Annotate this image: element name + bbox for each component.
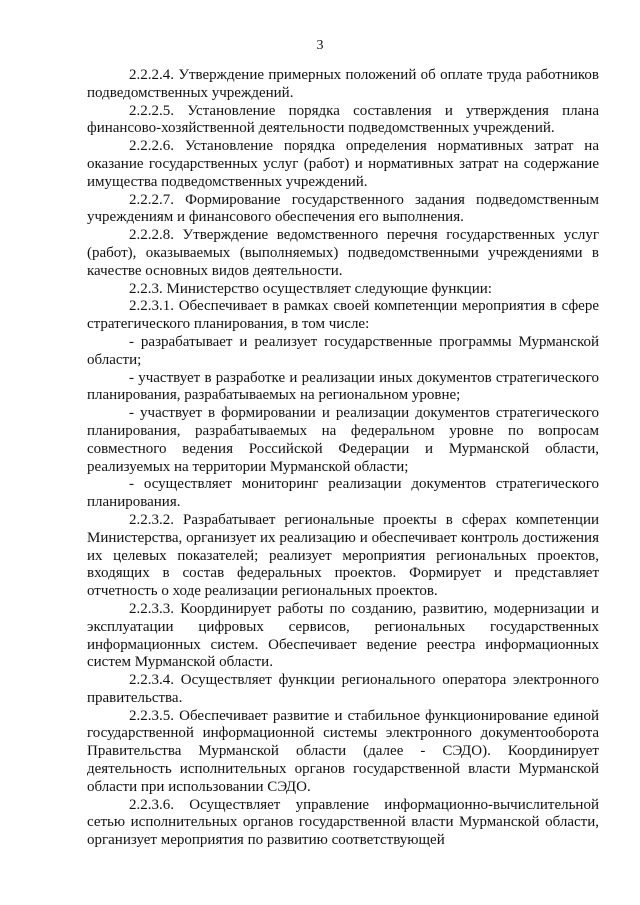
- paragraph-2-2-2-4: 2.2.2.4. Утверждение примерных положений об оплате труда работников подведомственных учреждений.: [87, 67, 599, 101]
- list-item: - разрабатывает и реализует государственные программы Мурманской области;: [87, 333, 599, 368]
- paragraph-2-2-2-8: 2.2.2.8. Утверждение ведомственного перечня государственных услуг (работ), оказываемых (выполняемых) подведомственными учреждениями в качестве основных видов деятельности.: [87, 227, 599, 279]
- paragraph-2-2-3-6: 2.2.3.6. Осуществляет управление информационно-вычислительной сетью исполнительных органов государственной власти Мурманской области, организует мероприятия по развитию соответствующей: [87, 796, 599, 849]
- paragraph-2-2-3-1: 2.2.3.1. Обеспечивает в рамках своей компетенции мероприятия в сфере стратегического планирования, в том числе:: [87, 298, 599, 333]
- list-item: - участвует в разработке и реализации иных документов стратегического планирования, разрабатываемых на региональном уровне;: [87, 369, 599, 404]
- page-number: 3: [316, 38, 324, 53]
- list-item: - осуществляет мониторинг реализации документов стратегического планирования.: [87, 476, 599, 511]
- paragraph-2-2-2-7: 2.2.2.7. Формирование государственного задания подведомственным учреждениям и финансового обеспечения его выполнения.: [87, 191, 599, 226]
- paragraph-2-2-2-5: 2.2.2.5. Установление порядка составления и утверждения плана финансово-хозяйственной деятельности подведомственных учреждений.: [87, 102, 599, 137]
- document-body: [87, 67, 599, 850]
- paragraph-2-2-2-6: 2.2.2.6. Установление порядка определения нормативных затрат на оказание государственных услуг (работ) и нормативных затрат на содержание имущества подведомственных учреждений.: [87, 138, 599, 190]
- paragraph-2-2-3: 2.2.3. Министерство осуществляет следующие функции:: [129, 280, 492, 297]
- paragraph-2-2-3-3: 2.2.3.3. Координирует работы по созданию, развитию, модернизации и эксплуатации цифровых сервисов, региональных государственных информационных систем. Обеспечивает ведение реестра информационных систем Мурманской области.: [87, 600, 599, 671]
- paragraph-2-2-3-4: 2.2.3.4. Осуществляет функции регионального оператора электронного правительства.: [87, 672, 599, 706]
- list-item: - участвует в формировании и реализации документов стратегического планирования, разрабатываемых на федеральном уровне по вопросам совместного ведения Российской Федерации и Мурманской области, реализуемых на территории Мурманской области;: [87, 405, 599, 475]
- paragraph-2-2-3-5: 2.2.3.5. Обеспечивает развитие и стабильное функционирование единой государственной информационной системы электронного документооборота Правительства Мурманской области (далее - СЭДО). Координирует деятельность исполнительных органов государственной власти Мурманской области при использовании СЭДО.: [87, 707, 599, 795]
- paragraph-2-2-3-2: 2.2.3.2. Разрабатывает региональные проекты в сферах компетенции Министерства, организует их реализацию и обеспечивает контроль достижения их целевых показателей; реализует мероприятия региональных проектов, входящих в состав федеральных проектов. Формирует и представляет отчетность о ходе реализации региональных проектов.: [87, 511, 599, 600]
